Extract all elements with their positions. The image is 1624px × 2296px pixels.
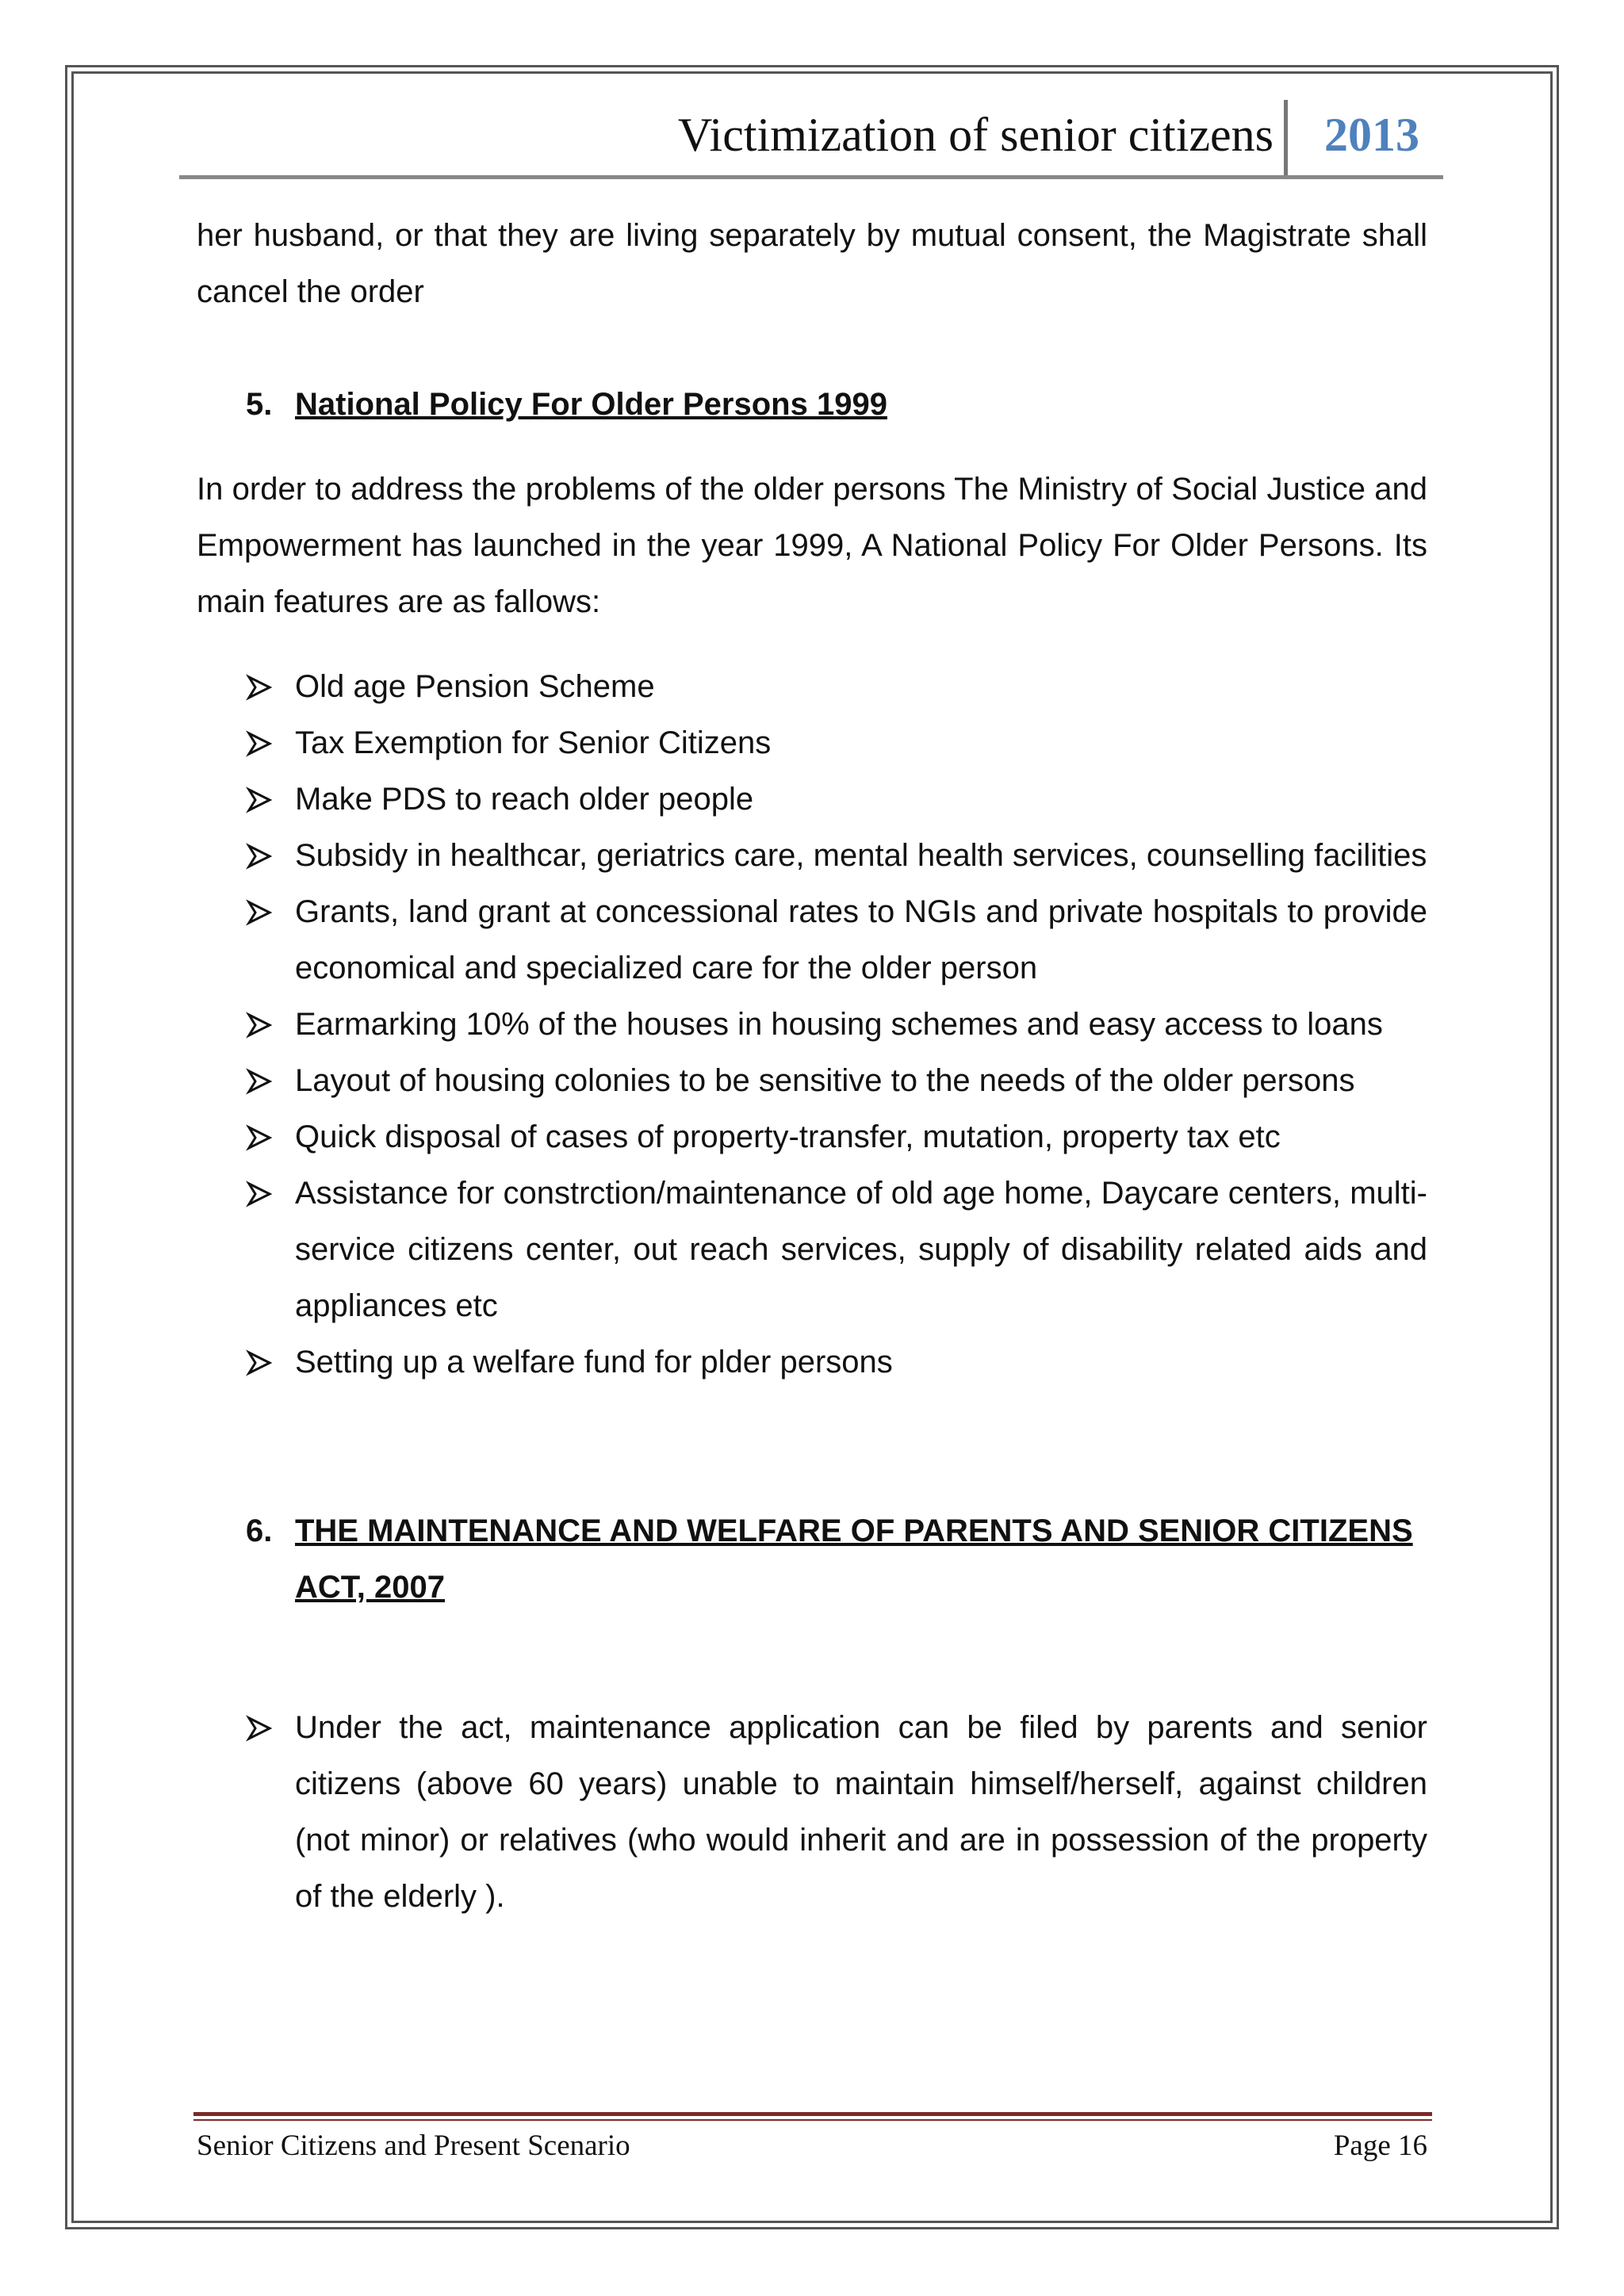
list-item-text: Grants, land grant at concessional rates to NGIs and private hospitals to provide economical and specialized care for the older person (295, 894, 1427, 985)
list-item-text: Quick disposal of cases of property-transfer, mutation, property tax etc (295, 1119, 1281, 1154)
section-6-number: 6. (246, 1513, 273, 1548)
header-title: Victimization of senior citizens (677, 109, 1274, 161)
list-item-text: Subsidy in healthcar, geriatrics care, mental health services, counselling facilities (295, 838, 1427, 873)
list-item-text: Setting up a welfare fund for plder persons (295, 1345, 893, 1380)
footer-rule-thin (193, 2119, 1432, 2121)
intro-paragraph: her husband, or that they are living separately by mutual consent, the Magistrate shall cancel the order (197, 218, 1427, 309)
list-item (197, 659, 1427, 715)
footer-page-number: Page 16 (1333, 2130, 1427, 2162)
list-item-text: Old age Pension Scheme (295, 669, 655, 704)
section-5-bullet-list (197, 659, 1427, 1391)
list-item (197, 884, 1427, 997)
page-header (179, 94, 1443, 181)
section-5-title: National Policy For Older Persons 1999 (295, 387, 887, 422)
list-item-text: Earmarking 10% of the houses in housing schemes and easy access to loans (295, 1007, 1383, 1042)
arrowhead-bullet-icon (246, 715, 278, 771)
list-item (197, 715, 1427, 771)
arrowhead-bullet-icon (246, 659, 278, 715)
list-item (197, 1165, 1427, 1334)
arrowhead-bullet-icon (246, 884, 278, 940)
arrowhead-bullet-icon (246, 1109, 278, 1165)
list-item (197, 828, 1427, 884)
list-item (197, 1053, 1427, 1109)
arrowhead-bullet-icon (246, 1700, 278, 1756)
arrowhead-bullet-icon (246, 771, 278, 828)
list-item (197, 1109, 1427, 1165)
list-item-text: Make PDS to reach older people (295, 782, 754, 817)
page-content (197, 208, 1427, 1925)
arrowhead-bullet-icon (246, 828, 278, 884)
list-item (197, 1334, 1427, 1391)
footer-document-title: Senior Citizens and Present Scenario (197, 2130, 630, 2162)
arrowhead-bullet-icon (246, 997, 278, 1053)
section-6-heading (246, 1503, 1427, 1616)
list-item-text: Assistance for constrction/maintenance of old age home, Daycare centers, multi-service citizens center, out reach services, supply of disability related aids and appliances etc (295, 1176, 1427, 1323)
header-rule (179, 175, 1443, 179)
arrowhead-bullet-icon (246, 1165, 278, 1222)
list-item-text: Layout of housing colonies to be sensitive to the needs of the older persons (295, 1063, 1355, 1098)
footer-rule (193, 2112, 1432, 2116)
arrowhead-bullet-icon (246, 1334, 278, 1391)
list-item (197, 1700, 1427, 1925)
section-6-bullet-list (197, 1700, 1427, 1925)
section-5-number: 5. (246, 387, 273, 422)
arrowhead-bullet-icon (246, 1053, 278, 1109)
section-5-heading (246, 377, 1427, 433)
list-item-text: Under the act, maintenance application can be filed by parents and senior citizens (above 60 years) unable to maintain himself/herself, against children (not minor) or relatives (who would inherit and are in possession of the property of the elderly ). (295, 1710, 1427, 1914)
header-separator (1284, 100, 1288, 179)
section-6-title: THE MAINTENANCE AND WELFARE OF PARENTS AND SENIOR CITIZENS ACT, 2007 (295, 1513, 1413, 1605)
list-item (197, 771, 1427, 828)
list-item-text: Tax Exemption for Senior Citizens (295, 725, 772, 760)
section-5-paragraph: In order to address the problems of the older persons The Ministry of Social Justice and Empowerment has launched in the year 1999, A National Policy For Older Persons. Its main features are as fallows: (197, 472, 1427, 619)
header-year: 2013 (1324, 109, 1419, 161)
list-item (197, 997, 1427, 1053)
